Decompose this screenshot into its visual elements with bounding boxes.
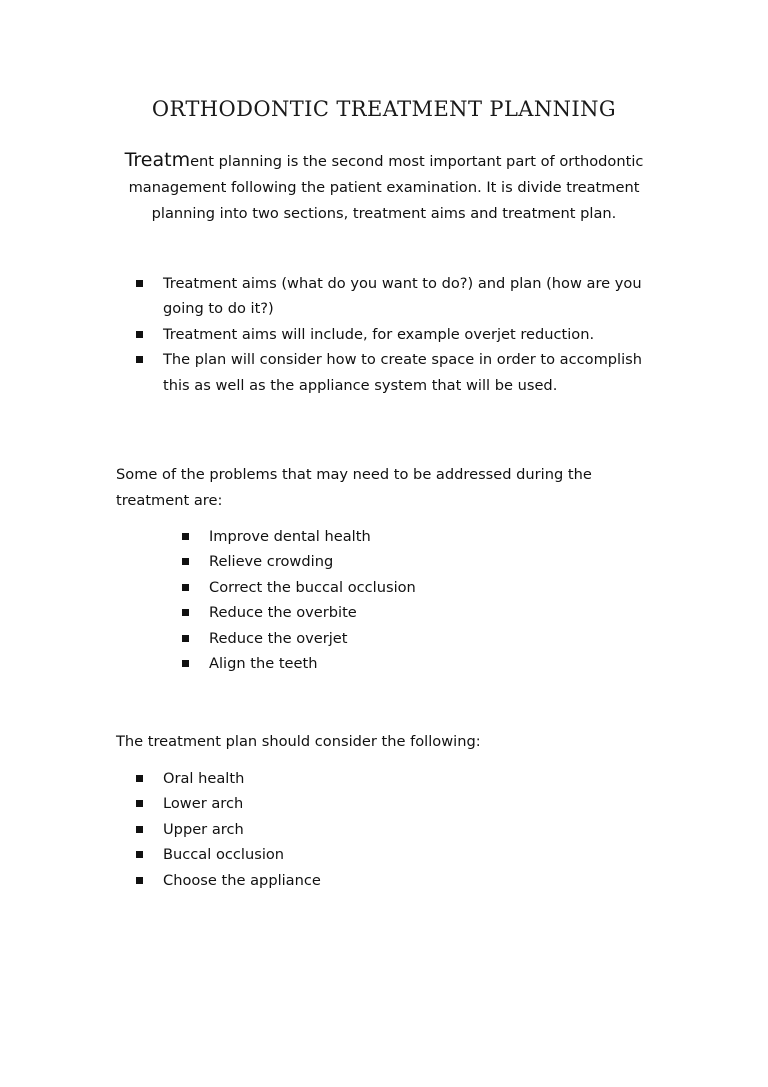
list-item: Relieve crowding bbox=[182, 549, 582, 574]
list-item: Correct the buccal occlusion bbox=[182, 575, 582, 600]
list-item: Lower arch bbox=[136, 791, 536, 816]
list-item: The plan will consider how to create space in order to accomplish this as well as the appliance system that will be used. bbox=[136, 347, 656, 398]
problems-bullet-list bbox=[182, 524, 582, 676]
list-item: Treatment aims will include, for example overjet reduction. bbox=[136, 322, 656, 347]
intro-body-text: ent planning is the second most important part of orthodontic management following the patient examination. It is divide treatment planning into two sections, treatment aims and treatment plan. bbox=[128, 153, 644, 222]
list-item: Upper arch bbox=[136, 817, 536, 842]
list-item: Reduce the overjet bbox=[182, 626, 582, 651]
list-item: Align the teeth bbox=[182, 651, 582, 676]
list-item: Reduce the overbite bbox=[182, 600, 582, 625]
list-item: Buccal occlusion bbox=[136, 842, 536, 867]
list-item: Improve dental health bbox=[182, 524, 582, 549]
document-title: ORTHODONTIC TREATMENT PLANNING bbox=[151, 97, 617, 121]
list-item: Treatment aims (what do you want to do?) and plan (how are you going to do it?) bbox=[136, 271, 656, 322]
list-item: Oral health bbox=[136, 766, 536, 791]
plan-bullet-list bbox=[136, 766, 536, 893]
list-item: Choose the appliance bbox=[136, 868, 536, 893]
problems-paragraph: Some of the problems that may need to be addressed during the treatment are: bbox=[116, 466, 592, 509]
intro-paragraph bbox=[116, 147, 652, 227]
intro-lead-text: Treatm bbox=[124, 149, 191, 171]
plan-paragraph: The treatment plan should consider the following: bbox=[116, 733, 481, 750]
aims-bullet-list bbox=[136, 271, 656, 398]
